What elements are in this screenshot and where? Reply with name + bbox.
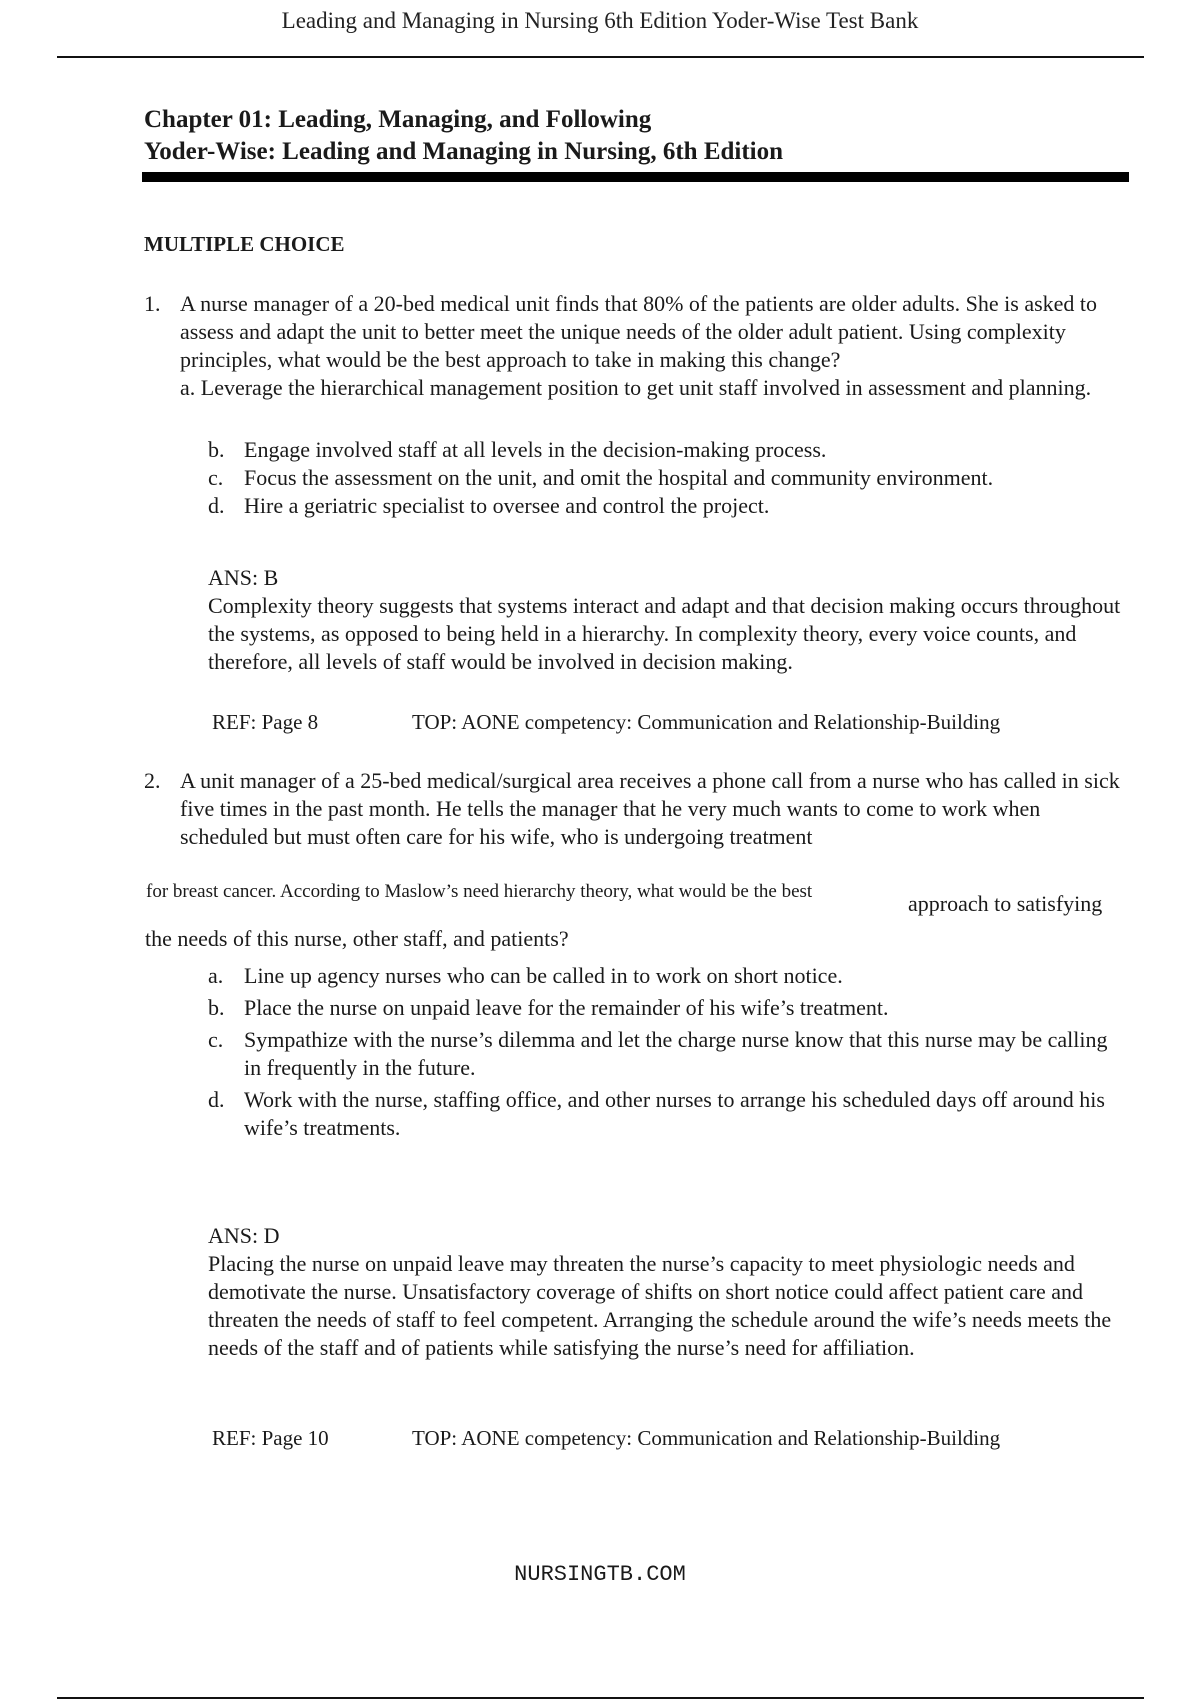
footer-website: NURSINGTB.COM: [514, 1562, 686, 1587]
option-d: [208, 1086, 1128, 1142]
chapter-divider: [142, 172, 1129, 182]
question-number: 2.: [144, 768, 161, 793]
running-header: Leading and Managing in Nursing 6th Edition Yoder-Wise Test Bank: [281, 8, 919, 33]
question-stem: A unit manager of a 25-bed medical/surgical area receives a phone call from a nurse who has called in sick five times in the past month. He tells the manager that he very much wants to come to work when scheduled but must often care for his wife, who is undergoing treatment: [180, 768, 1120, 849]
option-letter: c.: [208, 1027, 224, 1052]
option-a: [208, 962, 1128, 990]
footer-rule: [57, 1697, 1144, 1699]
option-text: Focus the assessment on the unit, and omit the hospital and community environment.: [244, 465, 994, 490]
option-d: [208, 492, 1128, 520]
rationale: Placing the nurse on unpaid leave may threaten the nurse’s capacity to meet physiologic needs and demotivate the nurse. Unsatisfactory coverage of shifts on short notice could affect patient care and threaten the needs of staff to feel competent. Arranging the schedule around the wife’s needs meets the needs of the staff and of patients while satisfying the nurse’s need for affiliation.: [208, 1251, 1112, 1360]
question-2-options: [208, 962, 1128, 1142]
question-2-stem-last: the needs of this nurse, other staff, and patients?: [145, 926, 569, 951]
option-a: a. Leverage the hierarchical management position to get unit staff involved in assessment and planning.: [180, 375, 1092, 400]
question-1: [144, 290, 1124, 402]
option-c: [208, 1026, 1128, 1082]
option-c: [208, 464, 1128, 492]
option-b: [208, 994, 1128, 1022]
answer-block-1: [208, 564, 1128, 676]
option-letter: c.: [208, 465, 224, 490]
option-text: Work with the nurse, staffing office, and other nurses to arrange his scheduled days off around his wife’s treatments.: [244, 1087, 1105, 1140]
topic-reference: TOP: AONE competency: Communication and Relationship-Building: [412, 710, 1001, 734]
option-text: Sympathize with the nurse’s dilemma and let the charge nurse know that this nurse may be calling in frequently in the future.: [244, 1027, 1108, 1080]
question-2: [144, 767, 1124, 851]
reference-line-2: [212, 1424, 1001, 1452]
answer-key: ANS: B: [208, 565, 279, 590]
option-letter: d.: [208, 1087, 225, 1112]
option-text: Place the nurse on unpaid leave for the remainder of his wife’s treatment.: [244, 995, 889, 1020]
option-text: Engage involved staff at all levels in the decision-making process.: [244, 437, 827, 462]
chapter-heading: [144, 104, 1129, 168]
page-reference: REF: Page 8: [212, 710, 319, 734]
reference-line-1: [212, 708, 1001, 736]
option-letter: a.: [208, 963, 224, 988]
rationale: Complexity theory suggests that systems interact and adapt and that decision making occurs throughout the systems, as opposed to being held in a hierarchy. In complexity theory, every voice counts, and therefore, all levels of staff would be involved in decision making.: [208, 593, 1121, 674]
option-letter: d.: [208, 493, 225, 518]
header-rule: [57, 56, 1144, 58]
option-letter: b.: [208, 995, 225, 1020]
chapter-title: Chapter 01: Leading, Managing, and Following: [144, 106, 652, 133]
section-label: MULTIPLE CHOICE: [144, 232, 345, 256]
option-b: [208, 436, 1128, 464]
page-reference: REF: Page 10: [212, 1426, 329, 1450]
answer-key: ANS: D: [208, 1223, 280, 1248]
option-letter: b.: [208, 437, 225, 462]
question-1-options: [208, 436, 1128, 520]
topic-reference: TOP: AONE competency: Communication and Relationship-Building: [412, 1426, 1001, 1450]
chapter-subtitle: Yoder-Wise: Leading and Managing in Nursing, 6th Edition: [144, 138, 784, 165]
question-2-stem-tail: approach to satisfying: [908, 891, 1103, 916]
option-text: Line up agency nurses who can be called in to work on short notice.: [244, 963, 843, 988]
question-stem: A nurse manager of a 20-bed medical unit finds that 80% of the patients are older adults. She is asked to assess and adapt the unit to better meet the unique needs of the older adult patient. Using complexity principles, what would be the best approach to take in making this change?: [180, 291, 1098, 372]
option-text: Hire a geriatric specialist to oversee and control the project.: [244, 493, 770, 518]
question-2-stem-small: for breast cancer. According to Maslow’s need hierarchy theory, what would be the best: [146, 881, 813, 902]
question-number: 1.: [144, 291, 161, 316]
answer-block-2: [208, 1222, 1128, 1362]
